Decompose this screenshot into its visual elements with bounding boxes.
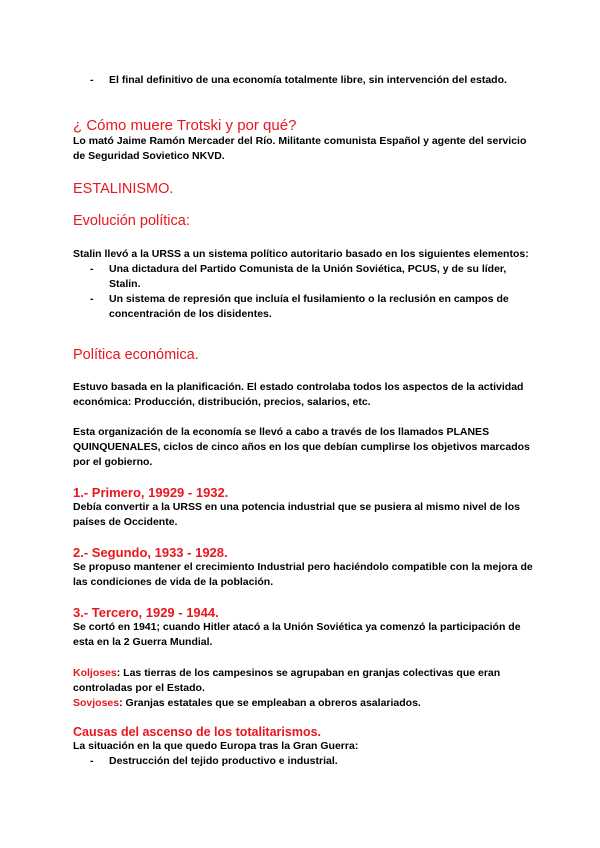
- section-trotski: [73, 117, 533, 164]
- paragraph: Lo mató Jaime Ramón Mercader del Río. Militante comunista Español y agente del servicio de Seguridad Sovietico NKVD.: [73, 135, 527, 162]
- paragraph: Estuvo basada en la planificación. El estado controlaba todos los aspectos de la actividad económica: Producción, distribución, precios, salarios, etc.: [73, 381, 524, 408]
- plan-heading: 3.- Tercero, 1929 - 1944.: [73, 605, 219, 620]
- section-politica: [73, 347, 533, 363]
- plan-heading: 1.- Primero, 19929 - 1932.: [73, 485, 229, 500]
- definitions: [73, 666, 533, 711]
- section-heading: ¿ Cómo muere Trotski y por qué?: [73, 117, 297, 134]
- paragraph: Se propuso mantener el crecimiento Industrial pero haciéndolo compatible con la mejora de las condiciones de vida de la población.: [73, 561, 533, 588]
- list-item-text: Un sistema de represión que incluía el fusilamiento o la reclusión en campos de concentración de los disidentes.: [109, 293, 509, 320]
- paragraph: Stalin llevó a la URSS a un sistema político autoritario basado en los siguientes elementos:: [73, 248, 529, 260]
- paragraph: La situación en la que quedo Europa tras la Gran Guerra:: [73, 740, 359, 752]
- term: Koljoses: [73, 667, 117, 679]
- section-evolucion: [73, 213, 533, 229]
- list-item-text: Una dictadura del Partido Comunista de la Unión Soviética, PCUS, y de su líder, Stalin.: [109, 263, 507, 290]
- paragraph: Debía convertir a la URSS en una potencia industrial que se pusiera al mismo nivel de los países de Occidente.: [73, 501, 520, 528]
- section-heading: Política económica.: [73, 347, 199, 363]
- politica-body: [73, 380, 533, 470]
- bullet-dash: -: [90, 755, 94, 767]
- plan-1: [73, 485, 533, 530]
- section-causas: [73, 725, 533, 769]
- bullet-dash: -: [90, 263, 94, 275]
- list-item-text: El final definitivo de una economía totalmente libre, sin intervención del estado.: [109, 74, 507, 86]
- paragraph: Se cortó en 1941; cuando Hitler atacó a la Unión Soviética ya comenzó la participación de esta en la 2 Guerra Mundial.: [73, 621, 521, 648]
- paragraph: Esta organización de la economía se llevó a cabo a través de los llamados PLANES QUINQUENALES, ciclos de cinco años en los que debían cumplirse los objetivos marcados por el gobierno.: [73, 426, 530, 468]
- term: Sovjoses: [73, 697, 120, 709]
- definition-sovjoses: [73, 696, 533, 711]
- list-item: [73, 292, 533, 322]
- section-heading: Evolución política:: [73, 213, 190, 229]
- page-title: ESTALINISMO.: [73, 181, 174, 197]
- list-item-text: Destrucción del tejido productivo e industrial.: [109, 755, 338, 767]
- definition-koljoses: [73, 666, 533, 696]
- plan-3: [73, 605, 533, 650]
- definition-text: : Las tierras de los campesinos se agrupaban en granjas colectivas que eran controladas por el Estado.: [73, 667, 501, 694]
- list-item: [73, 73, 533, 88]
- intro-list: [73, 73, 533, 88]
- list-item: [73, 754, 533, 769]
- list-item: [73, 262, 533, 292]
- section-estalinismo: [73, 181, 533, 197]
- section-heading: Causas del ascenso de los totalitarismos.: [73, 725, 322, 739]
- plan-heading: 2.- Segundo, 1933 - 1928.: [73, 545, 228, 560]
- bullet-dash: -: [90, 74, 94, 86]
- bullet-dash: -: [90, 293, 94, 305]
- evolucion-body: [73, 247, 533, 322]
- definition-text: : Granjas estatales que se empleaban a obreros asalariados.: [119, 697, 421, 709]
- plan-2: [73, 545, 533, 590]
